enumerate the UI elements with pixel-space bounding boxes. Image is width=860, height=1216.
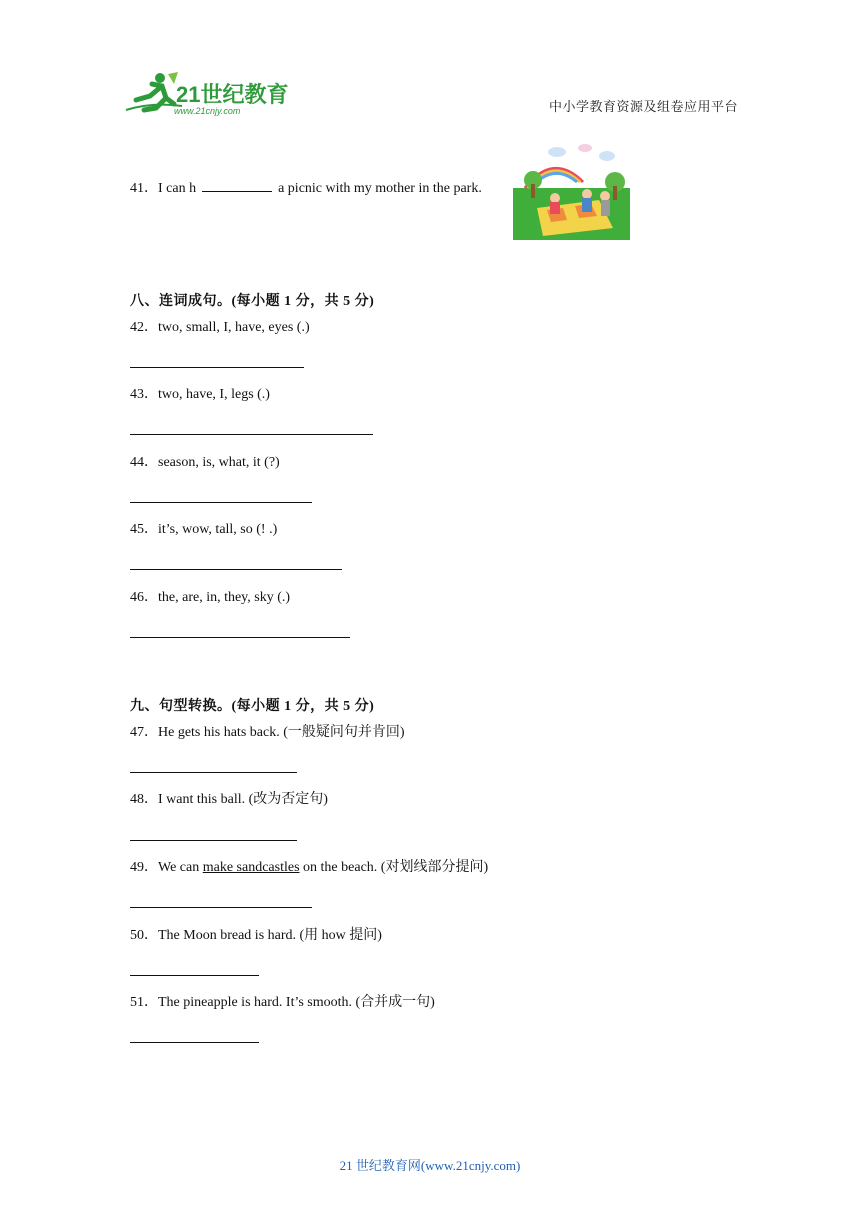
question-48 <box>130 791 328 809</box>
picnic-illustration <box>513 138 630 240</box>
answer-line-43[interactable] <box>130 434 373 435</box>
question-number: 44． <box>130 455 158 470</box>
question-49 <box>130 859 488 877</box>
question-text: season, is, what, it (?) <box>158 455 280 470</box>
question-number: 48． <box>130 792 158 807</box>
answer-line-45[interactable] <box>130 569 342 570</box>
answer-line-46[interactable] <box>130 637 350 638</box>
question-text: two, small, I, have, eyes (.) <box>158 320 310 335</box>
underlined-phrase: make sandcastles <box>202 860 300 875</box>
question-47 <box>130 724 405 742</box>
answer-line-47[interactable] <box>130 772 297 773</box>
question-number: 46． <box>130 590 158 605</box>
question-text: the, are, in, they, sky (.) <box>158 590 291 605</box>
question-44 <box>130 454 280 472</box>
section-8-title: 八、连词成句。(每小题 1 分，共 5 分) <box>130 294 375 309</box>
question-text-after: a picnic with my mother in the park. <box>278 181 482 196</box>
question-number: 41． <box>130 181 158 196</box>
question-45 <box>130 521 277 539</box>
question-46 <box>130 589 290 607</box>
question-41 <box>130 178 482 198</box>
question-text: The pineapple is hard. It’s smooth. (合并成一句) <box>158 995 435 1010</box>
question-text-before: We can <box>158 860 203 875</box>
question-text: He gets his hats back. (一般疑问句并肯回) <box>158 725 405 740</box>
question-text: two, have, I, legs (.) <box>158 387 270 402</box>
answer-line-44[interactable] <box>130 502 312 503</box>
answer-line-48[interactable] <box>130 840 297 841</box>
question-number: 45． <box>130 522 158 537</box>
footer-link[interactable]: 21 世纪教育网(www.21cnjy.com) <box>339 1158 521 1173</box>
question-50 <box>130 927 382 945</box>
question-text: The Moon bread is hard. (用 how 提问) <box>158 928 382 943</box>
site-logo <box>122 70 292 116</box>
question-number: 42． <box>130 320 158 335</box>
question-number: 43． <box>130 387 158 402</box>
question-number: 49． <box>130 860 158 875</box>
question-text: it’s, wow, tall, so (! .) <box>158 522 278 537</box>
question-number: 47． <box>130 725 158 740</box>
question-43 <box>130 386 270 404</box>
answer-line-42[interactable] <box>130 367 304 368</box>
svg-text:21世纪教育: 21世纪教育 <box>176 82 289 107</box>
answer-blank[interactable] <box>202 178 272 192</box>
question-text-after: on the beach. (对划线部分提问) <box>299 860 489 875</box>
question-51 <box>130 994 435 1012</box>
answer-line-51[interactable] <box>130 1042 259 1043</box>
question-number: 51． <box>130 995 158 1010</box>
question-text-before: I can h <box>158 181 197 196</box>
question-number: 50． <box>130 928 158 943</box>
answer-line-49[interactable] <box>130 907 312 908</box>
svg-text:www.21cnjy.com: www.21cnjy.com <box>174 106 241 116</box>
runner-icon <box>126 72 182 110</box>
question-42 <box>130 319 310 337</box>
platform-name: 中小学教育资源及组卷应用平台 <box>549 99 739 114</box>
question-text: I want this ball. (改为否定句) <box>158 792 328 807</box>
answer-line-50[interactable] <box>130 975 259 976</box>
section-9-title: 九、句型转换。(每小题 1 分，共 5 分) <box>130 699 375 714</box>
